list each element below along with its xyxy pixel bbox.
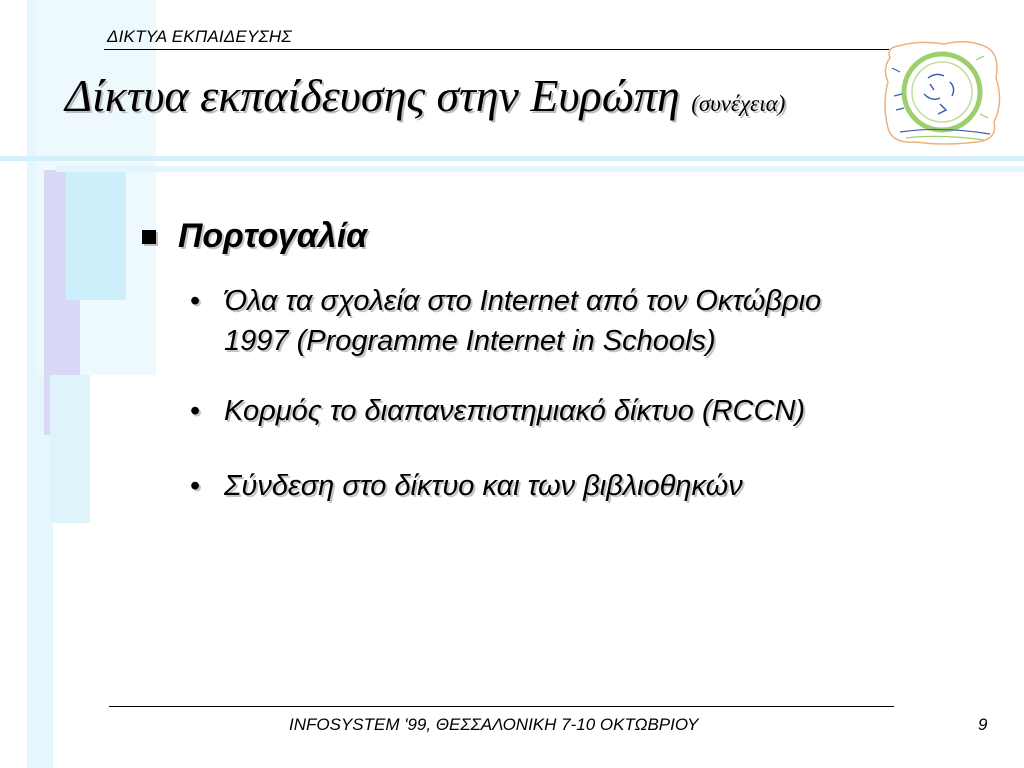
decor-horizontal-band-1	[0, 156, 1024, 161]
decor-block-light-blue	[50, 375, 90, 523]
slide-title	[65, 70, 786, 121]
sub-bullet-line: 1997 (Programme Internet in Schools)	[224, 325, 716, 357]
main-bullet	[142, 217, 367, 256]
sub-bullet-item	[190, 281, 990, 361]
sub-bullet-item	[190, 391, 990, 431]
footer-divider	[109, 706, 894, 707]
section-header: ΔΙΚΤΥΑ ΕΚΠΑΙΔΕΥΣΗΣ	[107, 27, 292, 46]
slide-title-main: Δίκτυα εκπαίδευσης στην Ευρώπη	[65, 70, 680, 121]
page-number: 9	[978, 715, 988, 734]
main-bullet-label: Πορτογαλία	[178, 217, 368, 255]
footer-text: INFOSYSTEM '99, ΘΕΣΣΑΛΟΝΙΚΗ 7-10 ΟΚΤΩΒΡΙΟΥ	[289, 715, 699, 734]
bullet-dot-icon: •	[190, 470, 201, 502]
decor-block-cyan	[66, 168, 126, 300]
sub-bullet-line: Σύνδεση στο δίκτυο και των βιβλιοθηκών	[224, 470, 743, 502]
decor-horizontal-band-2	[56, 166, 1024, 172]
bullet-dot-icon: •	[190, 285, 201, 317]
header-divider	[104, 49, 889, 50]
slide-title-suffix: (συνέχεια)	[691, 91, 786, 116]
sub-bullet-line: Κορμός το διαπανεπιστημιακό δίκτυο (RCCN)	[224, 395, 806, 427]
bullet-dot-icon: •	[190, 395, 201, 427]
square-bullet-icon	[142, 230, 156, 244]
sub-bullet-item	[190, 466, 990, 506]
sub-bullet-line: Όλα τα σχολεία στο Internet από τον Οκτώβριο	[224, 285, 822, 317]
conference-logo	[880, 38, 1005, 146]
